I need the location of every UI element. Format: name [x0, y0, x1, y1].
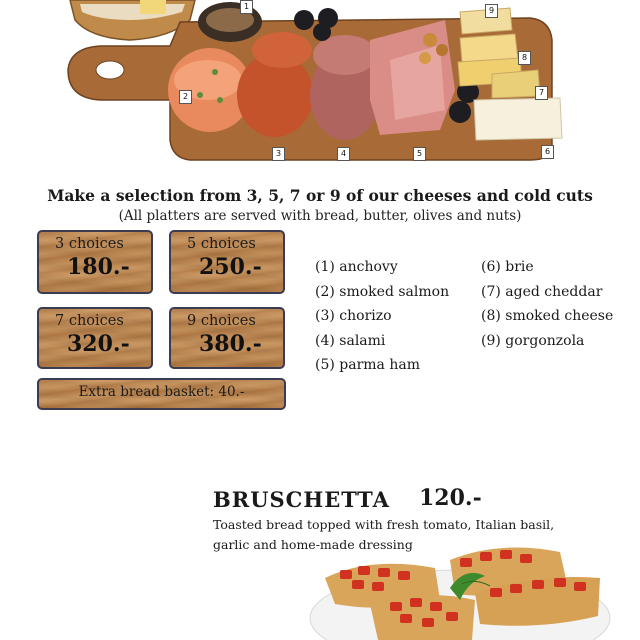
- bruschetta-description-line: garlic and home-made dressing: [213, 537, 413, 552]
- extra-bread-label: Extra bread basket: 40.-: [78, 384, 245, 400]
- platter-image: [60, 0, 570, 165]
- list-item: (2) smoked salmon: [315, 283, 450, 300]
- extra-bread-box: [37, 378, 286, 410]
- platter-tag-8: 8: [518, 51, 531, 65]
- bruschetta-image: [300, 538, 620, 640]
- list-item: (8) smoked cheese: [481, 308, 614, 325]
- price-box-7-choices: [37, 307, 153, 369]
- item-list-right: [481, 255, 613, 353]
- bruschetta-price: 120.-: [419, 485, 482, 511]
- price-box-label: 5 choices: [187, 236, 256, 252]
- list-item: (9) gorgonzola: [481, 332, 585, 349]
- list-item: (5) parma ham: [315, 357, 420, 374]
- bruschetta-description-line: Toasted bread topped with fresh tomato, Italian basil,: [213, 517, 555, 532]
- platter-tag-4: 4: [337, 147, 350, 161]
- platter-tag-9: 9: [485, 4, 498, 18]
- platter-tag-1: 1: [240, 0, 253, 14]
- platter-tag-7: 7: [535, 86, 548, 100]
- platter-tag-5: 5: [413, 147, 426, 161]
- list-item: (4) salami: [315, 332, 386, 349]
- list-item: (7) aged cheddar: [481, 283, 603, 300]
- platter-tag-6: 6: [541, 145, 554, 159]
- platter-tag-3: 3: [272, 147, 285, 161]
- list-item: (6) brie: [481, 259, 534, 275]
- list-item: (3) chorizo: [315, 308, 392, 325]
- item-list-left: [315, 255, 449, 378]
- platter-tag-2: 2: [179, 90, 192, 104]
- price-box-9-choices: [169, 307, 285, 369]
- price-box-price: 180.-: [67, 254, 130, 280]
- price-box-5-choices: [169, 230, 285, 294]
- selection-heading: Make a selection from 3, 5, 7 or 9 of our cheeses and cold cuts: [47, 186, 593, 205]
- list-item: (1) anchovy: [315, 259, 398, 275]
- price-box-price: 320.-: [67, 331, 130, 357]
- price-box-label: 7 choices: [55, 313, 124, 329]
- price-box-label: 9 choices: [187, 313, 256, 329]
- selection-subheading: (All platters are served with bread, butter, olives and nuts): [118, 208, 522, 224]
- price-box-label: 3 choices: [55, 236, 124, 252]
- price-box-price: 380.-: [199, 331, 262, 357]
- price-box-price: 250.-: [199, 254, 262, 280]
- bruschetta-title: BRUSCHETTA: [213, 487, 390, 512]
- price-box-3-choices: [37, 230, 153, 294]
